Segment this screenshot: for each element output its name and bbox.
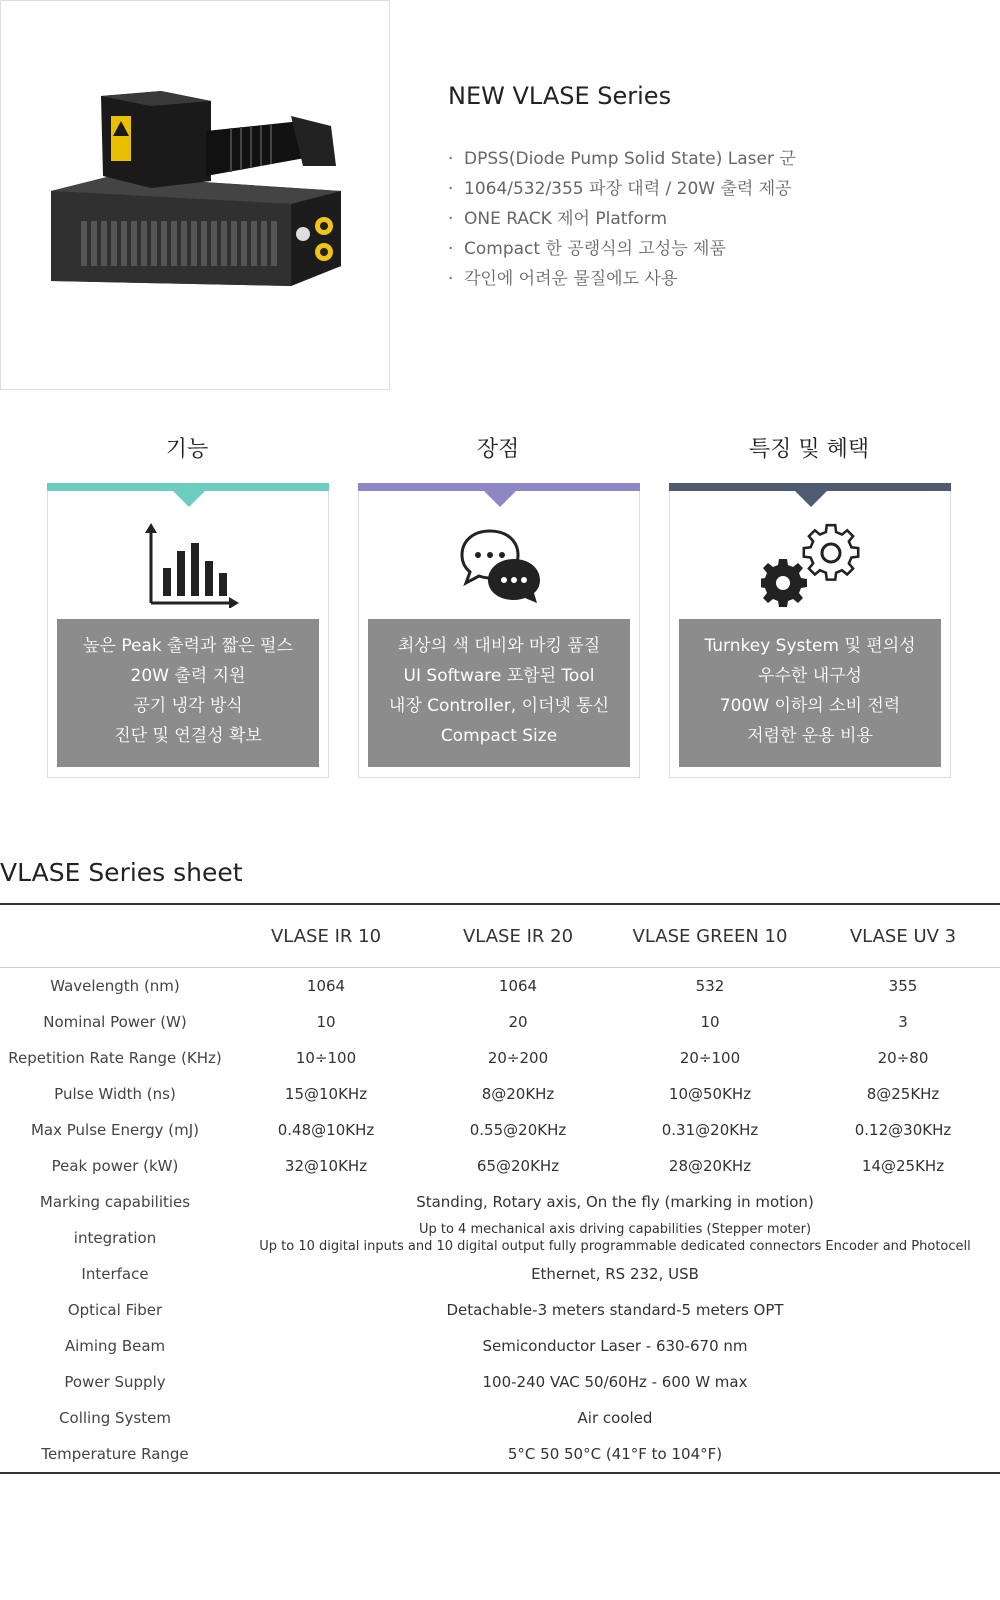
table-cell: 1064 xyxy=(498,977,538,995)
feature-line: Compact Size xyxy=(440,726,558,746)
feature-heading-function: 기능 xyxy=(165,437,209,462)
intro-bullet: · Compact 한 공랭식의 고성능 제품 xyxy=(448,234,978,264)
table-row xyxy=(0,1400,1000,1436)
table-row xyxy=(0,968,1000,1005)
table-cell: 28@20KHz xyxy=(668,1157,752,1175)
table-header-cell: VLASE GREEN 10 xyxy=(614,904,806,968)
table-cell: 10 xyxy=(700,1013,720,1031)
feature-line: 공기 냉각 방식 xyxy=(133,696,243,716)
integration-line: Up to 4 mechanical axis driving capabilities (Stepper moter) xyxy=(418,1222,812,1237)
table-cell: 20 xyxy=(508,1013,528,1031)
feature-line: Turnkey System 및 편의성 xyxy=(704,636,916,656)
table-cell: 355 xyxy=(888,977,918,995)
integration-line: Up to 10 digital inputs and 10 digital output fully programmable dedicated connectors Encoder and Photocell xyxy=(259,1239,971,1254)
row-label: Wavelength (nm) xyxy=(50,977,180,995)
feature-line: 20W 출력 지원 xyxy=(130,666,246,686)
table-header-cell: VLASE IR 10 xyxy=(230,904,422,968)
chat-bubbles-icon xyxy=(450,523,550,608)
intro-bullet: · DPSS(Diode Pump Solid State) Laser 군 xyxy=(448,144,978,174)
table-row xyxy=(0,1220,1000,1256)
laser-device-image xyxy=(41,86,351,306)
row-label: Repetition Rate Range (KHz) xyxy=(8,1049,222,1067)
feature-panel xyxy=(679,619,941,767)
table-row xyxy=(0,1364,1000,1400)
table-row xyxy=(0,1040,1000,1076)
table-row xyxy=(0,1328,1000,1364)
table-cell: 5°C 50 50°C (41°F to 104°F) xyxy=(507,1445,723,1463)
table-cell: 1064 xyxy=(306,977,346,995)
intro-bullet-list xyxy=(448,144,978,294)
feature-line: 700W 이하의 소비 전력 xyxy=(719,696,901,716)
card-accent-arrow xyxy=(484,491,516,507)
table-cell: 0.12@30KHz xyxy=(854,1121,952,1139)
sheet-title: VLASE Series sheet xyxy=(0,858,243,887)
row-label: Colling System xyxy=(59,1409,171,1427)
table-cell: 8@25KHz xyxy=(866,1085,940,1103)
table-cell: 20÷100 xyxy=(679,1049,741,1067)
row-label: Marking capabilities xyxy=(39,1193,191,1211)
row-label: Peak power (kW) xyxy=(51,1157,179,1175)
card-accent-bar xyxy=(358,483,640,491)
table-cell xyxy=(230,1220,1000,1256)
bar-chart-icon xyxy=(139,523,239,608)
table-cell: Ethernet, RS 232, USB xyxy=(531,1265,699,1283)
feature-panel xyxy=(57,619,319,767)
table-row xyxy=(0,1112,1000,1148)
feature-line: 내장 Controller, 이더넷 통신 xyxy=(388,696,610,716)
row-label: Pulse Width (ns) xyxy=(54,1085,176,1103)
feature-heading-benefit: 특징 및 혜택 xyxy=(748,437,870,462)
table-cell: Detachable-3 meters standard-5 meters OPT xyxy=(446,1301,784,1319)
intro-bullet: · 각인에 어려운 물질에도 사용 xyxy=(448,264,978,294)
table-cell: 10@50KHz xyxy=(668,1085,752,1103)
table-cell: 10÷100 xyxy=(295,1049,357,1067)
table-cell: 3 xyxy=(898,1013,908,1031)
card-accent-bar xyxy=(669,483,951,491)
table-cell: Standing, Rotary axis, On the fly (marking in motion) xyxy=(416,1193,814,1211)
feature-heading-advantage: 장점 xyxy=(476,437,520,462)
intro-title: NEW VLASE Series xyxy=(448,82,672,110)
feature-card-advantage xyxy=(358,483,640,778)
table-cell: 0.55@20KHz xyxy=(469,1121,567,1139)
table-cell: 20÷200 xyxy=(487,1049,549,1067)
table-cell: Semiconductor Laser - 630-670 nm xyxy=(482,1337,748,1355)
spec-table xyxy=(0,903,1000,1474)
feature-line: UI Software 포함된 Tool xyxy=(403,666,595,686)
row-label: Power Supply xyxy=(64,1373,166,1391)
table-cell: 8@20KHz xyxy=(481,1085,555,1103)
table-row xyxy=(0,1076,1000,1112)
intro-bullet: · 1064/532/355 파장 대력 / 20W 출력 제공 xyxy=(448,174,978,204)
table-cell: 15@10KHz xyxy=(284,1085,368,1103)
table-header-cell: VLASE IR 20 xyxy=(422,904,614,968)
table-cell: 0.31@20KHz xyxy=(661,1121,759,1139)
feature-card-function xyxy=(47,483,329,778)
row-label: Aiming Beam xyxy=(64,1337,166,1355)
row-label: Max Pulse Energy (mJ) xyxy=(30,1121,200,1139)
table-row xyxy=(0,1148,1000,1184)
table-cell: 32@10KHz xyxy=(284,1157,368,1175)
feature-line: 진단 및 연결성 확보 xyxy=(114,726,262,746)
table-row xyxy=(0,1004,1000,1040)
table-row xyxy=(0,1256,1000,1292)
product-image-frame xyxy=(0,0,390,390)
table-header-row xyxy=(0,904,1000,968)
card-accent-arrow xyxy=(173,491,205,507)
table-cell: Air cooled xyxy=(577,1409,653,1427)
feature-line: 최상의 색 대비와 마킹 품질 xyxy=(397,636,601,656)
feature-card-benefit xyxy=(669,483,951,778)
feature-line: 저렴한 운용 비용 xyxy=(747,726,873,746)
feature-panel xyxy=(368,619,630,767)
table-cell: 65@20KHz xyxy=(476,1157,560,1175)
table-cell: 10 xyxy=(316,1013,336,1031)
row-label: Temperature Range xyxy=(41,1445,189,1463)
row-label: Optical Fiber xyxy=(67,1301,163,1319)
table-cell: 20÷80 xyxy=(877,1049,929,1067)
feature-line: 높은 Peak 출력과 짧은 펄스 xyxy=(83,636,293,656)
table-header-cell xyxy=(0,904,230,968)
gears-icon xyxy=(761,523,861,608)
table-row xyxy=(0,1184,1000,1220)
feature-line: 우수한 내구성 xyxy=(758,666,862,686)
card-accent-arrow xyxy=(795,491,827,507)
intro-bullet: · ONE RACK 제어 Platform xyxy=(448,204,978,234)
card-accent-bar xyxy=(47,483,329,491)
table-row xyxy=(0,1292,1000,1328)
row-label: Nominal Power (W) xyxy=(43,1013,187,1031)
table-row xyxy=(0,1436,1000,1473)
table-cell: 0.48@10KHz xyxy=(277,1121,375,1139)
row-label: Interface xyxy=(81,1265,149,1283)
table-cell: 14@25KHz xyxy=(861,1157,945,1175)
table-cell: 532 xyxy=(695,977,725,995)
row-label: integration xyxy=(73,1229,157,1247)
table-header-cell: VLASE UV 3 xyxy=(806,904,1000,968)
table-cell: 100-240 VAC 50/60Hz - 600 W max xyxy=(482,1373,748,1391)
intro-section xyxy=(448,82,978,294)
